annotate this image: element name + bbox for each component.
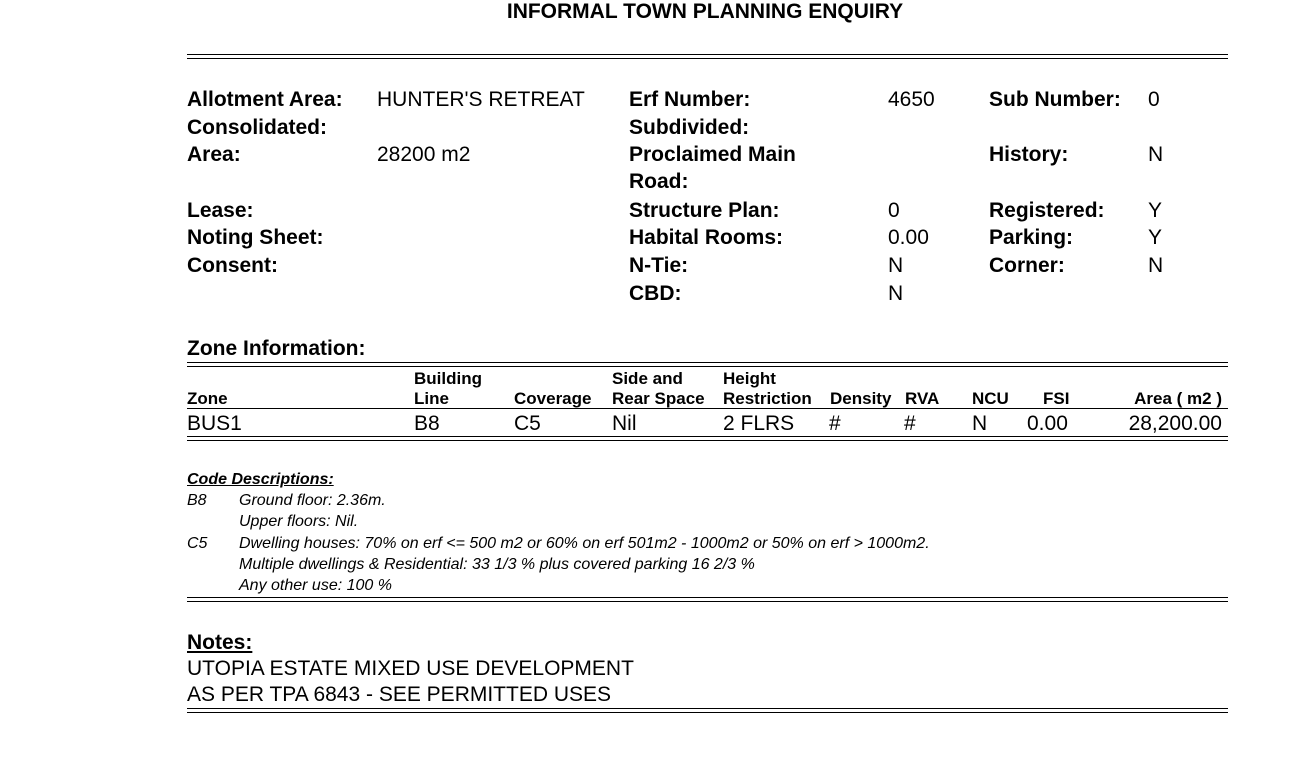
code-b8-line-2: Upper floors: Nil. xyxy=(239,513,359,530)
registered-value: Y xyxy=(1148,199,1163,222)
subdivided-label: Subdivided: xyxy=(629,116,750,139)
zone-cell-ncu: N xyxy=(972,412,988,435)
code-b8: B8 xyxy=(187,492,207,509)
zone-header-side-rear-2: Rear Space xyxy=(612,389,705,408)
zone-cell-area: 28,200.00 xyxy=(1128,412,1222,435)
cbd-label: CBD: xyxy=(629,282,682,305)
zone-header-ncu: NCU xyxy=(972,389,1009,408)
code-c5-line-1: Dwelling houses: 70% on erf <= 500 m2 or 60% on erf 501m2 - 1000m2 or 50% on erf > 1000m2. xyxy=(239,535,930,552)
zone-cell-side-rear: Nil xyxy=(612,412,637,435)
zone-cell-height: 2 FLRS xyxy=(723,412,795,435)
zone-header-building-line-2: Line xyxy=(414,389,449,408)
corner-label: Corner: xyxy=(989,254,1065,277)
cbd-value: N xyxy=(888,282,904,305)
page-title: INFORMAL TOWN PLANNING ENQUIRY xyxy=(506,0,904,23)
zone-header-zone: Zone xyxy=(187,389,228,408)
proclaimed-main-road-label-cont: Road: xyxy=(629,170,689,193)
zone-header-building-line xyxy=(414,369,482,409)
corner-value: N xyxy=(1148,254,1164,277)
zone-header-density: Density xyxy=(830,389,892,408)
sub-number-label: Sub Number: xyxy=(989,88,1121,111)
zone-header-rva: RVA xyxy=(905,389,940,408)
code-descriptions-heading: Code Descriptions: xyxy=(187,471,334,488)
sub-number-value: 0 xyxy=(1148,88,1160,111)
notes-heading: Notes: xyxy=(187,631,253,654)
consent-label: Consent: xyxy=(187,254,278,277)
zone-cell-rva: # xyxy=(904,412,916,435)
erf-number-value: 4650 xyxy=(888,88,935,111)
notes-line-2: AS PER TPA 6843 - SEE PERMITTED USES xyxy=(187,683,612,706)
noting-sheet-label: Noting Sheet: xyxy=(187,226,324,249)
zone-header-area: Area ( m2 ) xyxy=(1134,389,1222,408)
codes-divider xyxy=(187,597,1228,602)
area-value: 28200 m2 xyxy=(377,143,471,166)
history-label: History: xyxy=(989,143,1069,166)
proclaimed-main-road-label: Proclaimed Main xyxy=(629,143,796,166)
code-b8-line-1: Ground floor: 2.36m. xyxy=(239,492,386,509)
ntie-value: N xyxy=(888,254,904,277)
allotment-area-value: HUNTER'S RETREAT xyxy=(377,88,585,111)
lease-label: Lease: xyxy=(187,199,254,222)
habital-rooms-value: 0.00 xyxy=(888,226,929,249)
structure-plan-label: Structure Plan: xyxy=(629,199,780,222)
zone-top-divider xyxy=(187,362,1228,367)
allotment-area-label: Allotment Area: xyxy=(187,88,343,111)
code-c5: C5 xyxy=(187,535,208,552)
zone-header-side-rear xyxy=(612,369,705,409)
zone-bottom-divider xyxy=(187,436,1228,441)
area-label: Area: xyxy=(187,143,241,166)
title-divider xyxy=(187,54,1228,59)
zone-cell-fsi: 0.00 xyxy=(1027,412,1068,435)
zone-header-height-1: Height xyxy=(723,369,776,388)
notes-line-1: UTOPIA ESTATE MIXED USE DEVELOPMENT xyxy=(187,657,634,680)
consolidated-label: Consolidated: xyxy=(187,116,327,139)
zone-header-fsi: FSI xyxy=(1043,389,1070,408)
zone-header-height xyxy=(723,369,812,409)
zone-cell-zone: BUS1 xyxy=(187,412,242,435)
structure-plan-value: 0 xyxy=(888,199,900,222)
zone-cell-density: # xyxy=(829,412,841,435)
code-c5-line-2: Multiple dwellings & Residential: 33 1/3 % plus covered parking 16 2/3 % xyxy=(239,556,755,573)
zone-info-heading: Zone Information: xyxy=(187,337,366,360)
ntie-label: N-Tie: xyxy=(629,254,689,277)
erf-number-label: Erf Number: xyxy=(629,88,751,111)
zone-header-coverage: Coverage xyxy=(514,389,592,408)
zone-cell-coverage: C5 xyxy=(514,412,541,435)
habital-rooms-label: Habital Rooms: xyxy=(629,226,784,249)
parking-value: Y xyxy=(1148,226,1163,249)
zone-header-building-line-1: Building xyxy=(414,369,482,388)
registered-label: Registered: xyxy=(989,199,1105,222)
code-c5-line-3: Any other use: 100 % xyxy=(239,577,392,594)
zone-cell-building-line: B8 xyxy=(414,412,440,435)
parking-label: Parking: xyxy=(989,226,1074,249)
notes-divider xyxy=(187,708,1228,713)
zone-header-rule xyxy=(187,408,1228,409)
zone-header-height-2: Restriction xyxy=(723,389,812,408)
history-value: N xyxy=(1148,143,1164,166)
zone-header-side-rear-1: Side and xyxy=(612,369,683,388)
